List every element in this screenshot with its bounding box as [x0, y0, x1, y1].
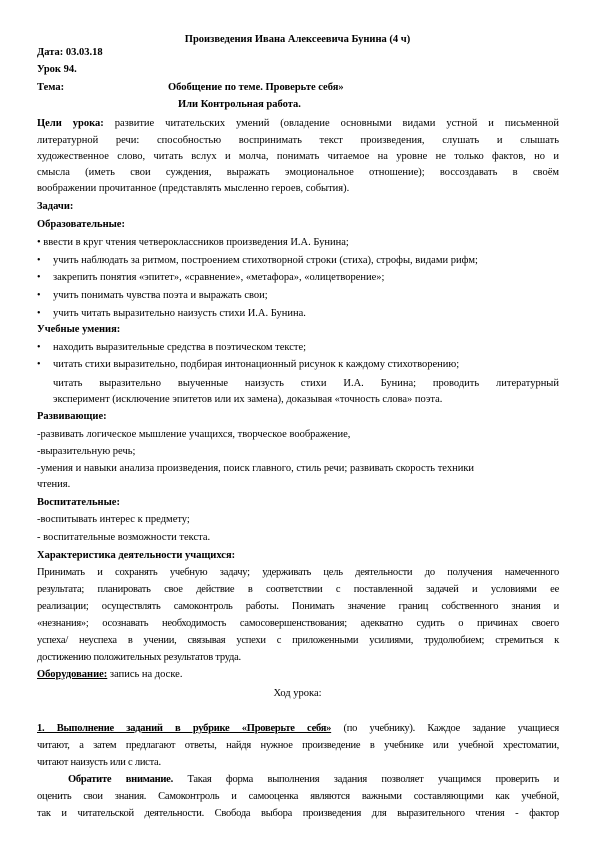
- upbringing-line-1: -воспитывать интерес к предмету;: [37, 514, 190, 525]
- topic-line-1: Обобщение по теме. Проверьте себя»: [168, 82, 344, 93]
- bullet-icon: •: [37, 308, 41, 319]
- educational-label: Образовательные:: [37, 219, 125, 230]
- activity-line-3: реализации; осуществлять самоконтроль работы. Понимать значение границ собственного знания и: [37, 601, 559, 612]
- bullet-icon: •: [37, 290, 41, 301]
- note-line-2: оценить свои знания. Самоконтроль и самооценка являются важными составляющими как учебной,: [37, 791, 559, 802]
- step1-line-3: читают наизусть или с листа.: [37, 757, 161, 768]
- goals-line-1: Цели урока: развитие читательских умений (овладение основными видами устной и письменной: [37, 118, 559, 129]
- step1-line-2: читают, а затем предлагают ответы, найдя нужное произведение в учебнике или учебной хрестоматии,: [37, 740, 559, 751]
- skills-para-line-1: читать выразительно выученные наизусть стихи И.А. Бунина; проводить литературный: [53, 378, 559, 389]
- developing-line-1: -развивать логическое мышление учащихся, творческое воображение,: [37, 429, 351, 440]
- document-title: Произведения Ивана Алексеевича Бунина (4 ч): [184, 34, 411, 45]
- lesson-flow-heading: Ход урока:: [273, 688, 322, 699]
- developing-line-2: -выразительную речь;: [37, 446, 136, 457]
- bullet-icon: •: [37, 342, 41, 353]
- skills-item-1: находить выразительные средства в поэтическом тексте;: [53, 342, 307, 353]
- upbringing-label: Воспитательные:: [37, 497, 120, 508]
- activity-label: Характеристика деятельности учащихся:: [37, 550, 236, 561]
- goals-line-3: художественное слово, читать вслух и молча, понимать читаемое на уровне не только фактов, но и: [37, 151, 559, 162]
- activity-line-4: «незнания»; осознавать необходимость самосовершенствования; адекватно судить о причинах своего: [37, 618, 559, 629]
- activity-line-2: результата; планировать свое действие в соответствии с поставленной задачей и условиями ее: [37, 584, 559, 595]
- educational-item-1: • ввести в круг чтения четвероклассников произведения И.А. Бунина;: [37, 237, 349, 248]
- developing-line-4: чтения.: [37, 479, 71, 490]
- lesson-number: Урок 94.: [37, 64, 77, 75]
- step1-line-1: 1. Выполнение заданий в рубрике «Проверьте себя» (по учебнику). Каждое задание учащиеся: [37, 723, 560, 734]
- goals-line-2: литературной речи: способностью воспринимать текст произведения, слушать и слышать: [37, 135, 559, 146]
- activity-line-1: Принимать и сохранять учебную задачу; удерживать цель деятельности до получения намеченного: [37, 567, 559, 578]
- note-label: Обратите внимание.: [68, 774, 173, 785]
- equipment-line: Оборудование: запись на доске.: [37, 669, 183, 680]
- step1-heading: 1. Выполнение заданий в рубрике «Проверьте себя»: [37, 723, 332, 734]
- developing-line-3: -умения и навыки анализа произведения, поиск главного, стиль речи; развивать скорость техники: [37, 463, 475, 474]
- upbringing-line-2: - воспитательные возможности текста.: [37, 532, 211, 543]
- goals-label: Цели урока:: [37, 118, 104, 129]
- lesson-date: Дата: 03.03.18: [37, 47, 103, 58]
- note-line-3: так и читательской деятельности. Свобода выбора произведения для выразительного чтения - фактор: [37, 808, 559, 819]
- bullet-icon: •: [37, 255, 41, 266]
- educational-item-4: учить понимать чувства поэта и выражать свои;: [53, 290, 268, 301]
- skills-para-line-2: эксперимент (исключение эпитетов или их замена), доказывая «точность слова» поэта.: [53, 394, 443, 405]
- developing-label: Развивающие:: [37, 411, 107, 422]
- goals-line-5: воображении прочитанное (представлять мысленно героев, события).: [37, 183, 350, 194]
- activity-line-5: успеха/ неуспеха в учении, связывая успехи с приложенными усилиями, трудолюбием; стремиться к: [37, 635, 559, 646]
- educational-item-2: учить наблюдать за ритмом, построением стихотворной строки (стиха), строфы, видами рифм;: [53, 255, 478, 266]
- educational-item-5: учить читать выразительно наизусть стихи И.А. Бунина.: [53, 308, 306, 319]
- note-line-1: Обратите внимание. Такая форма выполнения задания позволяет учащимся проверить и: [68, 774, 559, 785]
- goals-line-4: смысла (иметь свои суждения, выражать эмоциональное отношение); воссоздавать в своём: [37, 167, 559, 178]
- equipment-label: Оборудование:: [37, 669, 108, 680]
- topic-line-2: Или Контрольная работа.: [178, 99, 301, 110]
- tasks-label: Задачи:: [37, 201, 74, 212]
- topic-label: Тема:: [37, 82, 65, 93]
- bullet-icon: •: [37, 272, 41, 283]
- skills-item-2: читать стихи выразительно, подбирая интонационный рисунок к каждому стихотворению;: [53, 359, 460, 370]
- educational-item-3: закрепить понятия «эпитет», «сравнение», «метафора», «олицетворение»;: [53, 272, 385, 283]
- bullet-icon: •: [37, 359, 41, 370]
- skills-label: Учебные умения:: [37, 324, 121, 335]
- activity-line-6: достижению положительных результатов труда.: [37, 652, 241, 663]
